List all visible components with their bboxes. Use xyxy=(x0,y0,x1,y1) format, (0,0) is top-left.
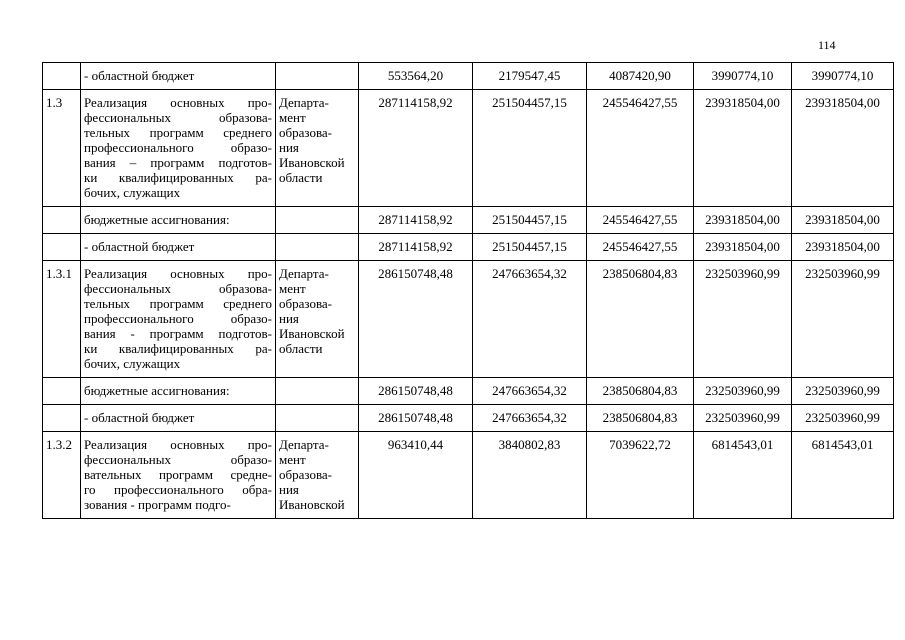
row-description: бюджетные ассигнования: xyxy=(81,378,276,405)
department-line: мент xyxy=(279,281,306,296)
amount-cell: 7039622,72 xyxy=(587,432,694,519)
row-description xyxy=(81,432,276,519)
row-department xyxy=(276,63,359,90)
description-line: фессиональных образова- xyxy=(84,281,272,296)
table-row xyxy=(43,378,894,405)
amount-cell: 239318504,00 xyxy=(694,90,792,207)
amount-cell: 239318504,00 xyxy=(792,90,894,207)
department-line: мент xyxy=(279,452,306,467)
amount-cell: 238506804,83 xyxy=(587,405,694,432)
department-line: области xyxy=(279,341,323,356)
description-line: фессиональных образова- xyxy=(84,110,272,125)
row-index xyxy=(43,378,81,405)
row-index xyxy=(43,405,81,432)
description-line: Реализация основных про- xyxy=(84,437,272,452)
amount-cell: 239318504,00 xyxy=(694,207,792,234)
budget-table-body xyxy=(43,63,894,519)
row-department xyxy=(276,207,359,234)
department-line: ния xyxy=(279,140,299,155)
description-line: го профессионального обра- xyxy=(84,482,272,497)
amount-cell: 239318504,00 xyxy=(792,207,894,234)
amount-cell: 232503960,99 xyxy=(792,261,894,378)
row-index: 1.3.1 xyxy=(43,261,81,378)
row-description: бюджетные ассигнования: xyxy=(81,207,276,234)
description-line: бочих, служащих xyxy=(84,185,181,200)
row-description xyxy=(81,261,276,378)
row-description: - областной бюджет xyxy=(81,234,276,261)
amount-cell: 251504457,15 xyxy=(473,234,587,261)
amount-cell: 232503960,99 xyxy=(694,378,792,405)
department-line: мент xyxy=(279,110,306,125)
amount-cell: 245546427,55 xyxy=(587,90,694,207)
amount-cell: 6814543,01 xyxy=(792,432,894,519)
budget-table xyxy=(42,62,894,519)
table-row xyxy=(43,432,894,519)
description-line: тельных программ среднего xyxy=(84,296,272,311)
amount-cell: 963410,44 xyxy=(359,432,473,519)
amount-cell: 251504457,15 xyxy=(473,207,587,234)
amount-cell: 239318504,00 xyxy=(694,234,792,261)
department-line: Департа- xyxy=(279,95,329,110)
row-department xyxy=(276,405,359,432)
amount-cell: 3990774,10 xyxy=(792,63,894,90)
amount-cell: 286150748,48 xyxy=(359,405,473,432)
amount-cell: 286150748,48 xyxy=(359,261,473,378)
amount-cell: 238506804,83 xyxy=(587,261,694,378)
description-line: вательных программ средне- xyxy=(84,467,272,482)
row-department xyxy=(276,234,359,261)
amount-cell: 251504457,15 xyxy=(473,90,587,207)
row-department xyxy=(276,90,359,207)
description-line: Реализация основных про- xyxy=(84,95,272,110)
amount-cell: 247663654,32 xyxy=(473,378,587,405)
table-row xyxy=(43,405,894,432)
row-index: 1.3.2 xyxy=(43,432,81,519)
description-line: Реализация основных про- xyxy=(84,266,272,281)
department-line: области xyxy=(279,170,323,185)
amount-cell: 238506804,83 xyxy=(587,378,694,405)
description-line: вания – программ подготов- xyxy=(84,155,272,170)
description-line: бочих, служащих xyxy=(84,356,181,371)
description-line: зования - программ подго- xyxy=(84,497,231,512)
description-line: вания - программ подготов- xyxy=(84,326,272,341)
department-line: Ивановской xyxy=(279,155,345,170)
description-line: профессионального образо- xyxy=(84,311,272,326)
amount-cell: 2179547,45 xyxy=(473,63,587,90)
department-line: образова- xyxy=(279,125,333,140)
amount-cell: 3990774,10 xyxy=(694,63,792,90)
department-line: ния xyxy=(279,482,299,497)
amount-cell: 287114158,92 xyxy=(359,207,473,234)
amount-cell: 245546427,55 xyxy=(587,234,694,261)
row-index xyxy=(43,234,81,261)
table-row xyxy=(43,261,894,378)
amount-cell: 287114158,92 xyxy=(359,90,473,207)
department-line: Ивановской xyxy=(279,326,345,341)
amount-cell: 232503960,99 xyxy=(792,405,894,432)
department-line: Департа- xyxy=(279,266,329,281)
row-description: - областной бюджет xyxy=(81,405,276,432)
amount-cell: 232503960,99 xyxy=(694,405,792,432)
row-index xyxy=(43,63,81,90)
description-line: профессионального образо- xyxy=(84,140,272,155)
amount-cell: 286150748,48 xyxy=(359,378,473,405)
description-line: ки квалифицированных ра- xyxy=(84,341,272,356)
row-department xyxy=(276,432,359,519)
amount-cell: 232503960,99 xyxy=(694,261,792,378)
row-department xyxy=(276,378,359,405)
row-index xyxy=(43,207,81,234)
description-line: тельных программ среднего xyxy=(84,125,272,140)
row-index: 1.3 xyxy=(43,90,81,207)
amount-cell: 239318504,00 xyxy=(792,234,894,261)
description-line: фессиональных образо- xyxy=(84,452,272,467)
row-department xyxy=(276,261,359,378)
department-line: Департа- xyxy=(279,437,329,452)
amount-cell: 4087420,90 xyxy=(587,63,694,90)
table-row xyxy=(43,234,894,261)
department-line: Ивановской xyxy=(279,497,345,512)
amount-cell: 553564,20 xyxy=(359,63,473,90)
department-line: ния xyxy=(279,311,299,326)
amount-cell: 3840802,83 xyxy=(473,432,587,519)
row-description xyxy=(81,90,276,207)
amount-cell: 247663654,32 xyxy=(473,405,587,432)
department-line: образова- xyxy=(279,467,333,482)
amount-cell: 247663654,32 xyxy=(473,261,587,378)
amount-cell: 232503960,99 xyxy=(792,378,894,405)
table-row xyxy=(43,90,894,207)
description-line: ки квалифицированных ра- xyxy=(84,170,272,185)
page-number: 114 xyxy=(818,38,836,52)
table-row xyxy=(43,63,894,90)
amount-cell: 287114158,92 xyxy=(359,234,473,261)
amount-cell: 245546427,55 xyxy=(587,207,694,234)
table-row xyxy=(43,207,894,234)
amount-cell: 6814543,01 xyxy=(694,432,792,519)
row-description: - областной бюджет xyxy=(81,63,276,90)
department-line: образова- xyxy=(279,296,333,311)
